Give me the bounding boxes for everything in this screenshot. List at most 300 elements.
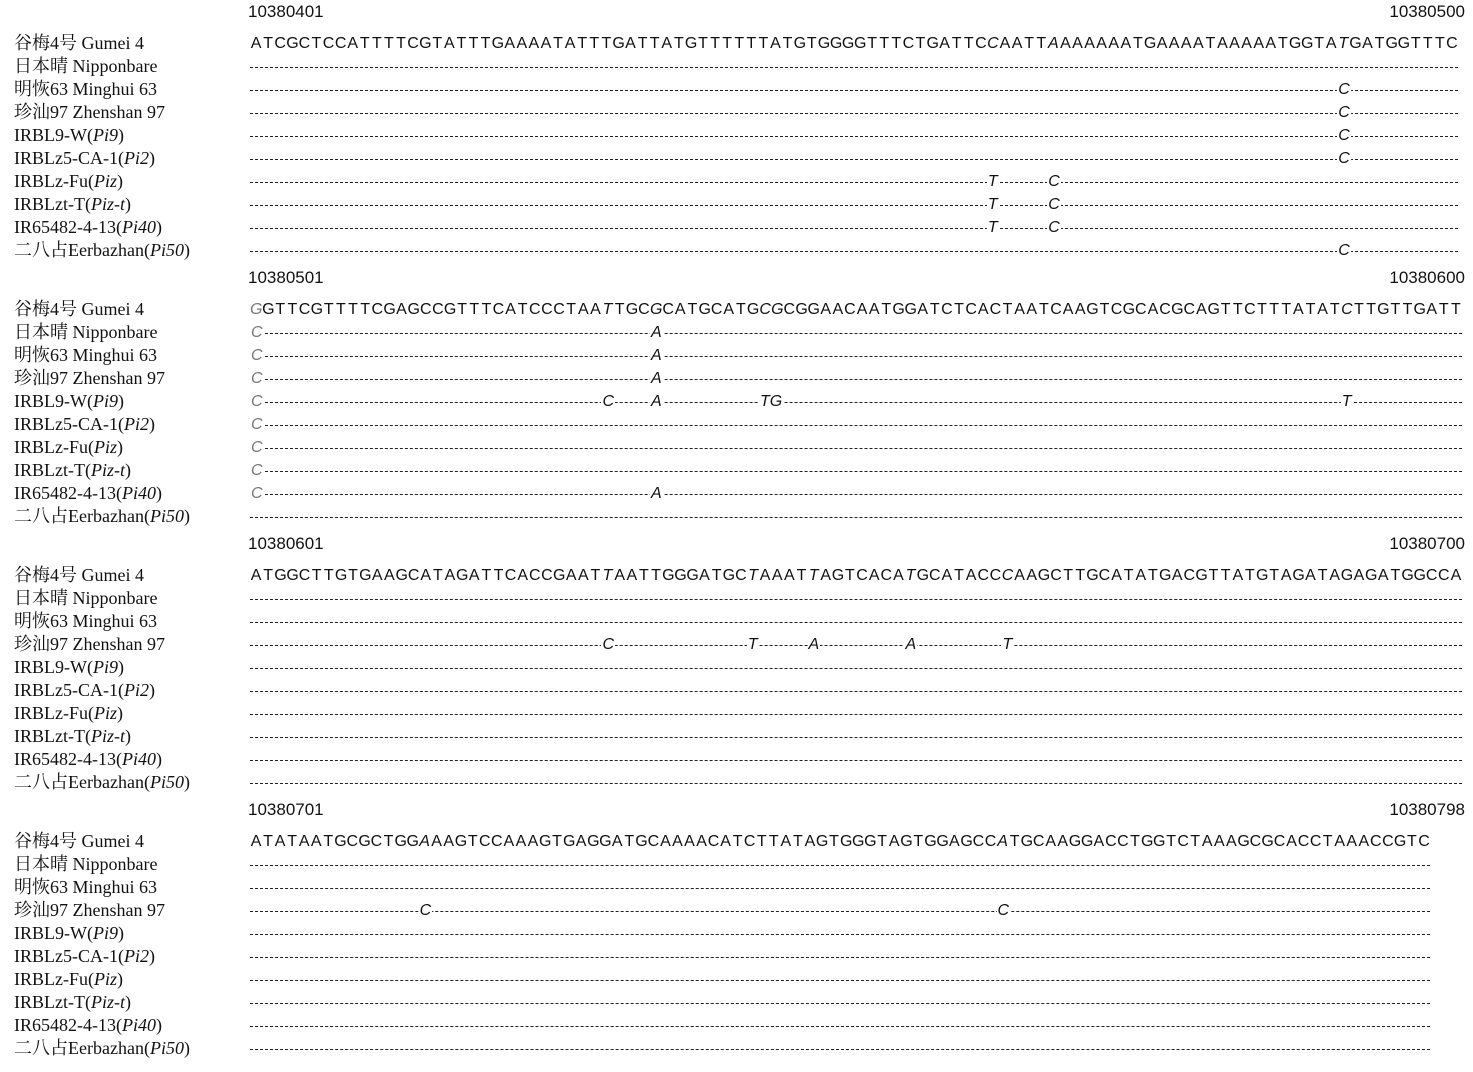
reference-base: C — [479, 833, 491, 850]
reference-base: A — [515, 833, 527, 850]
reference-base: A — [1147, 301, 1159, 318]
reference-base: A — [250, 567, 262, 584]
reference-base: T — [735, 301, 746, 318]
reference-base: A — [503, 833, 515, 850]
reference-base: T — [311, 567, 322, 584]
snp-base: C — [1047, 193, 1061, 216]
reference-base: G — [359, 567, 372, 584]
reference-base: C — [298, 301, 311, 318]
reference-base: T — [432, 35, 443, 52]
reference-base: T — [1269, 301, 1280, 318]
reference-base: A — [1084, 35, 1095, 52]
identity-dashes — [250, 1037, 1430, 1060]
identity-dashes — [250, 587, 1462, 610]
reference-base: C — [1105, 833, 1117, 850]
snp-base: C — [250, 413, 264, 436]
reference-base: C — [553, 301, 565, 318]
reference-base: A — [820, 567, 831, 584]
reference-base: T — [768, 833, 779, 850]
reference-base: A — [1062, 301, 1074, 318]
reference-base: A — [371, 567, 383, 584]
variety-label: IRBLz5-CA-1(Pi2) — [14, 148, 155, 168]
reference-base: T — [796, 567, 807, 584]
reference-base: T — [467, 833, 478, 850]
identity-dashes — [250, 1014, 1430, 1037]
dash-line — [250, 1026, 1430, 1027]
reference-base: T — [577, 35, 588, 52]
reference-base: C — [1370, 833, 1382, 850]
reference-base: G — [1413, 301, 1426, 318]
reference-base: C — [1135, 301, 1147, 318]
variety-label: 日本晴 Nipponbare — [14, 322, 158, 342]
reference-base: T — [1390, 567, 1401, 584]
reference-base: G — [286, 567, 299, 584]
reference-base: T — [1322, 833, 1333, 850]
reference-base: T — [1063, 567, 1073, 584]
reference-base: G — [1401, 567, 1414, 584]
dash-line — [250, 471, 1462, 472]
reference-base: A — [1253, 35, 1264, 52]
reference-base: C — [638, 301, 650, 318]
reference-base: T — [590, 567, 601, 584]
variety-label: 二八占Eerbazhan(Pi50) — [14, 240, 190, 260]
identity-dashes — [250, 945, 1430, 968]
reference-base: A — [516, 35, 528, 52]
reference-base: T — [602, 567, 613, 584]
reference-base: G — [394, 833, 407, 850]
end-position-label: 10380500 — [1389, 2, 1465, 21]
reference-base: T — [1269, 567, 1280, 584]
reference-base: A — [347, 35, 358, 52]
reference-base: G — [1080, 833, 1094, 850]
snp-base: A — [650, 482, 663, 505]
reference-base: T — [734, 35, 745, 52]
reference-base: C — [941, 301, 953, 318]
snp-base: C — [1337, 239, 1351, 262]
identity-dashes — [250, 679, 1462, 702]
reference-base: G — [698, 301, 711, 318]
identity-dashes — [250, 633, 1462, 656]
reference-base: A — [505, 301, 516, 318]
reference-base: C — [1159, 301, 1171, 318]
identity-dashes — [250, 390, 1462, 413]
snp-base: TG — [759, 390, 783, 413]
resistance-gene-name: Piz — [94, 703, 118, 723]
reference-base: G — [1171, 301, 1184, 318]
snp-base: C — [1337, 101, 1351, 124]
snp-base: C — [1337, 78, 1351, 101]
reference-base: G — [419, 35, 432, 52]
reference-base: T — [323, 567, 334, 584]
reference-base: A — [661, 35, 673, 52]
reference-base: T — [845, 567, 855, 584]
reference-base: A — [384, 567, 395, 584]
start-position-label: 10380601 — [248, 534, 324, 553]
reference-base: G — [649, 301, 663, 318]
resistance-gene-name: Pi50 — [149, 506, 184, 526]
dash-line — [250, 865, 1430, 866]
variety-label: IRBLz-Fu(Piz) — [14, 703, 124, 723]
reference-base: A — [1358, 833, 1370, 850]
reference-base: C — [432, 301, 444, 318]
reference-base: T — [383, 833, 394, 850]
reference-base: C — [880, 567, 893, 584]
reference-base: A — [804, 833, 816, 850]
reference-base: T — [323, 833, 334, 850]
reference-base: A — [431, 833, 442, 850]
reference-base: T — [1451, 301, 1461, 318]
reference-base: T — [589, 35, 600, 52]
reference-base: C — [647, 833, 660, 850]
reference-base: A — [1232, 567, 1244, 584]
reference-base: C — [707, 833, 720, 850]
reference-base: A — [684, 833, 695, 850]
snp-base: T — [1341, 390, 1353, 413]
reference-base: T — [371, 35, 382, 52]
reference-base: T — [1036, 35, 1047, 52]
identity-dashes — [250, 367, 1462, 390]
reference-base: G — [1349, 35, 1362, 52]
variety-label: 二八占Eerbazhan(Pi50) — [14, 1038, 190, 1058]
dash-line — [250, 1003, 1430, 1004]
reference-base: A — [941, 567, 953, 584]
reference-base: G — [456, 567, 469, 584]
reference-base: T — [263, 35, 273, 52]
identity-dashes — [250, 656, 1462, 679]
reference-base: T — [1038, 301, 1049, 318]
resistance-gene-name: Pi50 — [149, 1038, 184, 1058]
identity-dashes — [250, 505, 1462, 528]
reference-base: T — [711, 567, 722, 584]
snp-base: C — [250, 390, 264, 413]
identity-dashes — [250, 899, 1430, 922]
reference-base: A — [674, 301, 686, 318]
reference-base: G — [1020, 833, 1034, 850]
reference-base: C — [322, 35, 335, 52]
variety-label: IRBLz-Fu(Piz) — [14, 171, 124, 191]
variety-label: IRBL9-W(Pi9) — [14, 125, 124, 145]
dash-line — [250, 737, 1462, 738]
reference-base: C — [987, 35, 999, 52]
variety-label: 谷梅4号 Gumei 4 — [14, 565, 144, 585]
reference-base: G — [635, 833, 648, 850]
reference-base: C — [529, 567, 541, 584]
reference-base: A — [565, 567, 577, 584]
identity-dashes — [250, 853, 1430, 876]
variety-label: IRBLzt-T(Piz-t) — [14, 726, 131, 746]
variety-label: IRBLzt-T(Piz-t) — [14, 460, 131, 480]
resistance-gene-name: Piz-t — [90, 726, 125, 746]
reference-base: A — [1135, 567, 1147, 584]
reference-base: T — [457, 301, 467, 318]
reference-base: T — [829, 833, 839, 850]
reference-base: G — [1141, 833, 1154, 850]
reference-base: T — [913, 833, 924, 850]
reference-base: G — [286, 35, 299, 52]
identity-dashes — [250, 101, 1458, 124]
reference-base: T — [1123, 567, 1134, 584]
reference-base: T — [263, 567, 274, 584]
reference-base: G — [612, 35, 625, 52]
snp-base: C — [250, 482, 264, 505]
reference-base: T — [649, 35, 660, 52]
reference-base: G — [1237, 833, 1250, 850]
resistance-gene-name: Pi2 — [123, 414, 149, 434]
snp-base: A — [808, 633, 821, 656]
reference-base: G — [1195, 567, 1208, 584]
reference-base: G — [407, 301, 420, 318]
reference-base: T — [954, 301, 964, 318]
identity-dashes — [250, 876, 1430, 899]
reference-base: T — [639, 567, 649, 584]
reference-base: G — [250, 301, 263, 318]
reference-base: C — [1244, 301, 1256, 318]
reference-base: T — [1438, 301, 1449, 318]
reference-base: T — [348, 301, 358, 318]
reference-base: T — [1075, 567, 1086, 584]
reference-base: C — [370, 833, 383, 850]
reference-base: A — [310, 833, 322, 850]
reference-base: C — [334, 35, 347, 52]
dash-line — [250, 934, 1430, 935]
reference-base: A — [1180, 35, 1192, 52]
reference-base: A — [444, 567, 456, 584]
reference-base: G — [686, 567, 699, 584]
reference-base: C — [541, 301, 553, 318]
reference-base: G — [793, 35, 807, 52]
reference-base: C — [989, 567, 1002, 584]
dash-line — [250, 622, 1462, 623]
reference-base: G — [892, 301, 905, 318]
reference-base: T — [758, 35, 769, 52]
snp-base: C — [250, 367, 264, 390]
reference-base: A — [1096, 35, 1107, 52]
variety-label: 日本晴 Nipponbare — [14, 854, 158, 874]
reference-base: G — [817, 35, 831, 52]
reference-base: A — [468, 567, 480, 584]
reference-base: T — [468, 35, 479, 52]
reference-base: T — [432, 567, 443, 584]
alignment-block — [0, 534, 1473, 798]
reference-base: C — [1183, 567, 1196, 584]
reference-base: C — [1341, 301, 1353, 318]
reference-base: T — [601, 35, 612, 52]
reference-base: G — [1340, 567, 1354, 584]
dash-line — [250, 783, 1462, 784]
reference-base: A — [540, 35, 552, 52]
snp-base: C — [250, 344, 264, 367]
reference-base: A — [699, 567, 710, 584]
dash-line — [250, 136, 1458, 137]
reference-base: A — [611, 833, 623, 850]
reference-base: G — [795, 301, 808, 318]
reference-base: C — [743, 833, 756, 850]
dash-line — [250, 67, 1458, 68]
dash-line — [250, 668, 1462, 669]
reference-base: A — [517, 567, 528, 584]
reference-base: G — [852, 833, 865, 850]
reference-base: T — [481, 567, 492, 584]
reference-base: T — [1305, 301, 1316, 318]
start-position-label: 10380401 — [248, 2, 324, 21]
reference-base: A — [820, 301, 831, 318]
reference-base: T — [348, 567, 358, 584]
reference-base: A — [1111, 567, 1122, 584]
reference-base: A — [274, 833, 286, 850]
identity-dashes — [250, 170, 1458, 193]
start-position-label: 10380701 — [248, 800, 324, 819]
snp-base: C — [601, 633, 615, 656]
reference-base: C — [1110, 301, 1123, 318]
snp-base: C — [997, 899, 1011, 922]
reference-base: A — [528, 35, 540, 52]
reference-base: T — [1277, 35, 1288, 52]
identity-dashes — [250, 321, 1462, 344]
variety-label: 二八占Eerbazhan(Pi50) — [14, 506, 190, 526]
dash-line — [250, 760, 1462, 761]
dash-line — [250, 205, 1458, 206]
resistance-gene-name: Piz — [94, 171, 118, 191]
reference-base: T — [963, 35, 974, 52]
reference-base: G — [395, 567, 408, 584]
reference-base: T — [552, 833, 562, 850]
reference-base: C — [1418, 833, 1430, 850]
reference-base: A — [625, 35, 636, 52]
reference-base: A — [419, 833, 430, 850]
reference-base: A — [396, 301, 407, 318]
reference-base: A — [999, 35, 1011, 52]
resistance-gene-name: Piz-t — [90, 992, 125, 1012]
reference-base: C — [1382, 833, 1394, 850]
variety-label: IRBL9-W(Pi9) — [14, 657, 124, 677]
reference-sequence — [250, 564, 1462, 587]
reference-base: G — [926, 35, 939, 52]
reference-base: T — [336, 301, 346, 318]
reference-base: A — [577, 301, 589, 318]
reference-base: G — [916, 567, 930, 584]
resistance-gene-name: Pi40 — [121, 1015, 156, 1035]
reference-base: A — [1026, 567, 1038, 584]
reference-base: A — [1120, 35, 1132, 52]
reference-base: G — [960, 833, 973, 850]
dash-line — [250, 425, 1462, 426]
reference-base: A — [577, 567, 589, 584]
reference-base: T — [1317, 567, 1328, 584]
resistance-gene-name: Piz-t — [90, 460, 125, 480]
reference-base: G — [625, 301, 639, 318]
reference-base: G — [831, 567, 845, 584]
reference-base: G — [383, 301, 396, 318]
snp-base: C — [1047, 216, 1061, 239]
variety-label: IRBLz5-CA-1(Pi2) — [14, 414, 155, 434]
identity-dashes — [250, 771, 1462, 794]
reference-base: A — [965, 567, 977, 584]
reference-base: T — [1407, 833, 1417, 850]
reference-base: A — [917, 301, 928, 318]
reference-base: G — [936, 833, 949, 850]
reference-base: C — [1249, 833, 1262, 850]
reference-base: G — [262, 301, 275, 318]
dash-line — [250, 448, 1462, 449]
variety-label: 日本晴 Nipponbare — [14, 588, 158, 608]
resistance-gene-name: Piz — [94, 437, 118, 457]
end-position-label: 10380798 — [1389, 800, 1465, 819]
end-position-label: 10380600 — [1389, 268, 1465, 287]
reference-base: C — [1050, 567, 1062, 584]
reference-base: T — [1374, 35, 1385, 52]
reference-base: G — [1385, 35, 1398, 52]
variety-label: 明恢63 Minghui 63 — [14, 345, 158, 365]
reference-base: A — [1171, 567, 1183, 584]
variety-label: IR65482-4-13(Pi40) — [14, 217, 162, 237]
reference-base: G — [924, 833, 937, 850]
alignment-block — [0, 800, 1473, 1064]
reference-base: T — [1257, 301, 1267, 318]
reference-base: A — [868, 301, 880, 318]
reference-base: G — [722, 567, 736, 584]
reference-base: C — [1177, 833, 1189, 850]
reference-base: T — [1338, 35, 1349, 52]
variety-label: IR65482-4-13(Pi40) — [14, 1015, 162, 1035]
snp-base: A — [650, 390, 663, 413]
reference-base: A — [672, 833, 683, 850]
reference-base: A — [1377, 567, 1389, 584]
reference-base: A — [1047, 35, 1059, 52]
dash-line — [250, 379, 1462, 380]
reference-base: A — [1305, 567, 1316, 584]
snp-base: T — [747, 633, 759, 656]
resistance-gene-name: Pi40 — [121, 749, 156, 769]
reference-base: A — [1045, 833, 1057, 850]
reference-base: T — [877, 833, 887, 850]
reference-base: C — [1117, 833, 1129, 850]
reference-base: C — [1297, 833, 1310, 850]
reference-base: A — [1426, 301, 1437, 318]
reference-base: A — [723, 301, 735, 318]
reference-base: A — [575, 833, 587, 850]
reference-base: T — [1390, 301, 1401, 318]
resistance-gene-name: Pi2 — [123, 148, 149, 168]
reference-base: T — [881, 301, 892, 318]
identity-dashes — [250, 922, 1430, 945]
snp-base: C — [250, 459, 264, 482]
reference-base: G — [841, 35, 855, 52]
variety-label: 珍汕97 Zhenshan 97 — [14, 102, 165, 122]
reference-base: T — [915, 35, 926, 52]
reference-base: C — [1050, 301, 1062, 318]
reference-base: G — [443, 301, 457, 318]
reference-base: A — [614, 567, 625, 584]
reference-base: T — [1366, 301, 1376, 318]
reference-base: G — [406, 833, 419, 850]
reference-base: C — [491, 833, 503, 850]
reference-base: T — [1130, 833, 1140, 850]
variety-label: IR65482-4-13(Pi40) — [14, 483, 162, 503]
reference-base: A — [1286, 833, 1297, 850]
reference-base: G — [587, 833, 600, 850]
reference-base: C — [977, 567, 990, 584]
identity-dashes — [250, 459, 1462, 482]
reference-base: A — [977, 301, 989, 318]
identity-dashes — [250, 748, 1462, 771]
reference-base: T — [360, 301, 371, 318]
reference-base: A — [1353, 567, 1365, 584]
reference-base: A — [1014, 567, 1025, 584]
reference-base: T — [1002, 301, 1013, 318]
variety-label: 明恢63 Minghui 63 — [14, 877, 158, 897]
identity-dashes — [250, 239, 1458, 262]
reference-base: A — [250, 833, 262, 850]
